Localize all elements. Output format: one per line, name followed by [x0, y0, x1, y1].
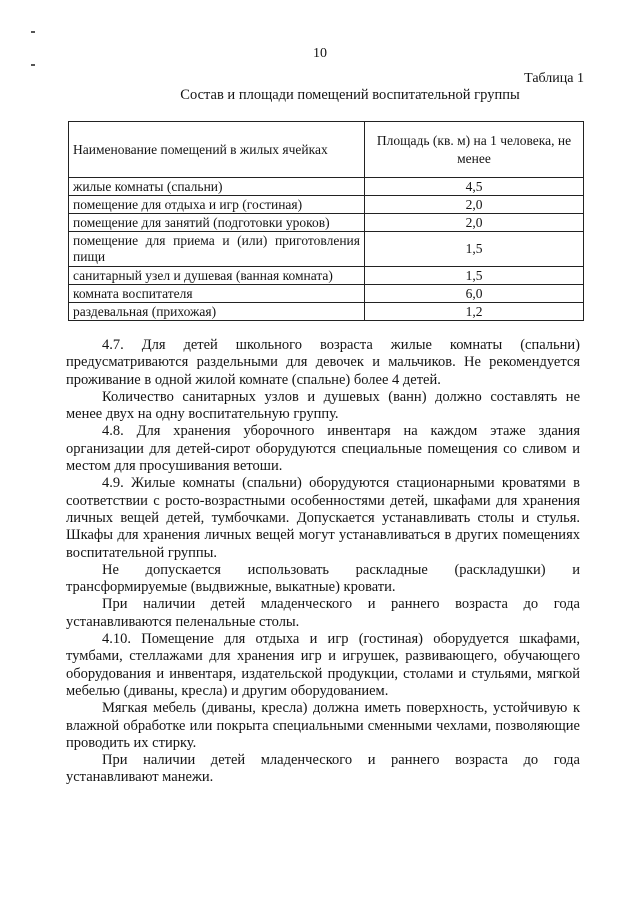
rooms-table — [68, 121, 584, 321]
table-title: Состав и площади помещений воспитательной группы — [180, 87, 520, 103]
scan-mark — [31, 31, 35, 33]
header-room-name: Наименование помещений в жилых ячейках — [69, 122, 365, 178]
area-cell: 2,0 — [365, 214, 584, 232]
paragraph: Мягкая мебель (диваны, кресла) должна иметь поверхность, устойчивую к влажной обработке или покрыта специальными сменными чехлами, позволяющие проводить их стирку. — [66, 700, 580, 751]
paragraph: Количество санитарных узлов и душевых (ванн) должно составлять не менее двух на одну воспитательную группу. — [66, 388, 580, 423]
table-row — [69, 285, 584, 303]
table-row — [69, 267, 584, 285]
table-label: Таблица 1 — [524, 71, 584, 86]
paragraph-4-10: 4.10. Помещение для отдыха и игр (гостиная) оборудуется шкафами, тумбами, стеллажами для хранения игр и игрушек, развивающего, обучающего оборудования и инвентаря, издательской продукции, столами и стульями, мягкой мебелью (диваны, кресла) и другим оборудованием. — [66, 631, 580, 699]
room-name-cell: жилые комнаты (спальни) — [69, 178, 365, 196]
room-name-cell — [69, 232, 365, 267]
area-cell: 6,0 — [365, 285, 584, 303]
area-cell: 2,0 — [365, 196, 584, 214]
area-cell: 1,5 — [365, 232, 584, 267]
table-row — [69, 178, 584, 196]
area-cell: 1,2 — [365, 303, 584, 321]
area-cell: 1,5 — [365, 267, 584, 285]
body-text — [66, 337, 580, 787]
paragraph: При наличии детей младенческого и раннего возраста до года устанавливаются пеленальные столы. — [66, 596, 580, 630]
page-number: 10 — [313, 46, 327, 61]
table-row — [69, 196, 584, 214]
table-row — [69, 232, 584, 267]
table-row — [69, 303, 584, 321]
room-name-cell: помещение для занятий (подготовки уроков) — [69, 214, 365, 232]
header-area: Площадь (кв. м) на 1 человека, не менее — [365, 122, 584, 178]
room-name-cell: помещение для отдыха и игр (гостиная) — [69, 196, 365, 214]
room-name-cell: санитарный узел и душевая (ванная комната) — [69, 267, 365, 285]
table-header-row — [69, 122, 584, 178]
scan-mark — [31, 64, 35, 66]
room-name-cell: комната воспитателя — [69, 285, 365, 303]
paragraph-4-9: 4.9. Жилые комнаты (спальни) оборудуются стационарными кроватями в соответствии с росто-возрастными особенностями детей, шкафами для хранения личных вещей детей, тумбочками. Допускается устанавливать столы и стулья. Шкафы для хранения личных вещей могут устанавливаться в других помещениях воспитательной группы. — [66, 475, 580, 561]
paragraph: При наличии детей младенческого и раннего возраста до года устанавливают манежи. — [66, 752, 580, 786]
paragraph-4-8: 4.8. Для хранения уборочного инвентаря на каждом этаже здания организации для детей-сирот оборудуются специальные помещения со сливом и местом для просушивания ветоши. — [66, 423, 580, 475]
room-name-text: помещение для приема и (или) приготовления пищи — [73, 233, 360, 264]
paragraph-4-7: 4.7. Для детей школьного возраста жилые комнаты (спальни) предусматриваются раздельными для девочек и мальчиков. Не рекомендуется проживание в одной жилой комнате (спальне) более 4 детей. — [66, 337, 580, 388]
area-cell: 4,5 — [365, 178, 584, 196]
room-name-cell: раздевальная (прихожая) — [69, 303, 365, 321]
table-row — [69, 214, 584, 232]
paragraph: Не допускается использовать раскладные (раскладушки) и трансформируемые (выдвижные, выкатные) кровати. — [66, 561, 580, 596]
